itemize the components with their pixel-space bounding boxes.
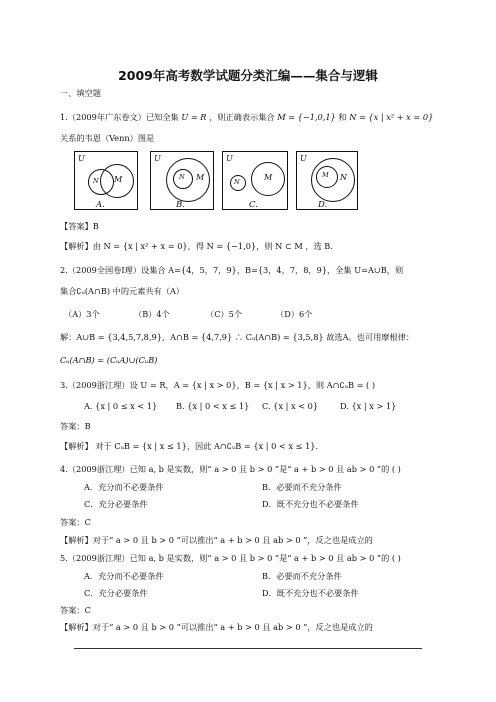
venn-a-label-n: N [93, 177, 99, 185]
q3-stem: 3.（2009浙江理）设 U = R，A = {x | x > 0}，B = {x | x > 1}，则 A∩∁ᵤB = ( ) [60, 380, 376, 390]
venn-b-option-label: B. [176, 200, 185, 210]
q5-choice-a: A．充分而不必要条件 [84, 571, 164, 581]
q5-choice-d: D．既不充分也不必要条件 [262, 588, 359, 598]
section-heading: 一、填空题 [60, 88, 101, 98]
q5-answer: 答案：C [60, 605, 91, 615]
q2-stem-line1: 2.（2009全国卷Ⅰ理）设集合 A={4，5，7，9}，B={3，4，7，8，9}，全集 U=A∪B，则 [60, 265, 404, 275]
q4-analysis: 【解析】对于“ a > 0 且 b > 0 ”可以推出“ a + b > 0 且 ab > 0 ”，反之也是成立的 [60, 535, 373, 545]
q3-choice-d: D. {x | x > 1} [340, 401, 397, 411]
q4-stem: 4.（2009浙江理）已知 a, b 是实数，则“ a > 0 且 b > 0 ”是“ a + b > 0 且 ab > 0 ”的 ( ) [60, 464, 401, 474]
venn-d-universe-label: U [300, 154, 307, 163]
q2-stem-line2: 集合∁ᵤ(A∩B) 中的元素共有（A） [60, 286, 185, 296]
q5-stem: 5.（2009浙江理）已知 a, b 是实数，则“ a > 0 且 b > 0 ”是“ a + b > 0 且 ab > 0 ”的 ( ) [60, 553, 401, 563]
q1-answer: 【答案】B [60, 221, 99, 231]
q2-choice-c: （C）5个 [206, 309, 243, 319]
q1-stem [60, 112, 433, 123]
q1-stem-line2: 关系的韦恩（Venn）图是 [60, 133, 155, 143]
venn-c-label-n: N [234, 178, 240, 186]
venn-d-label-m: M [322, 171, 329, 179]
q3-choice-b: B. {x | 0 < x ≤ 1} [176, 401, 250, 411]
q4-answer: 答案：C [60, 517, 91, 527]
venn-d-option-label: D. [318, 200, 328, 210]
q5-choice-c: C．充分必要条件 [84, 588, 148, 598]
q3-answer: 答案：B [60, 421, 91, 431]
q2-choice-a: （A）3个 [64, 309, 100, 319]
q4-choice-a: A．充分而不必要条件 [84, 482, 164, 492]
venn-diagram-a [74, 151, 138, 210]
q3-analysis: 【解析】 对于 CᵤB = {x | x ≤ 1}，因此 A∩∁ᵤB = {x | 0 < x ≤ 1}． [60, 441, 324, 451]
venn-d-label-n: N [340, 173, 347, 182]
venn-b-label-n: N [179, 173, 185, 181]
q4-choice-c: C．充分必要条件 [84, 499, 148, 509]
q3-choice-a: A. {x | 0 ≤ x < 1} [84, 401, 158, 411]
venn-c-option-label: C. [249, 200, 258, 210]
q3-choice-c: C. {x | x < 0} [262, 401, 319, 411]
page-title: 2009年高考数学试题分类汇编——集合与逻辑 [118, 68, 378, 83]
venn-c-label-m: M [264, 173, 273, 182]
q4-choice-b: B．必要而不充分条件 [262, 482, 342, 492]
q1-universal-set: U = R [181, 112, 207, 122]
q2-solution-line1: 解：A∪B = {3,4,5,7,8,9}，A∩B = {4,7,9} ∴ Cᵤ(A∩B) = {3,5,8} 故选A。也可用摩根律： [60, 332, 415, 342]
q2-solution-line2: Cᵤ(A∩B) = (CᵤA)∪(CᵤB) [60, 355, 158, 365]
q4-choice-d: D．既不充分也不必要条件 [262, 499, 359, 509]
q1-set-m: M = {−1,0,1} [277, 112, 336, 122]
q1-analysis: 【解析】由 N = {x | x² + x = 0}，得 N = {−1,0}，则 N ⊂ M ，选 B. [60, 241, 333, 251]
q1-stem-a: 1.（2009年广东卷文）已知全集 [60, 112, 179, 122]
footer-divider [74, 648, 422, 649]
venn-a-label-m: M [114, 175, 123, 184]
q5-choice-b: B．必要而不充分条件 [262, 571, 342, 581]
q1-stem-c: ，则正确表示集合 [209, 112, 275, 122]
q1-stem-d: 和 [338, 112, 347, 122]
q5-analysis: 【解析】对于“ a > 0 且 b > 0 ”可以推出“ a + b > 0 且 ab > 0 ”，反之也是成立的 [60, 622, 373, 632]
venn-a-option-label: A. [96, 200, 105, 210]
venn-b-universe-label: U [154, 154, 161, 163]
q1-set-n: N = {x | x² + x = 0} [349, 112, 434, 122]
q2-choice-d: （D）6个 [276, 309, 313, 319]
venn-a-universe-label: U [78, 154, 85, 163]
venn-c-universe-label: U [226, 154, 233, 163]
q2-choice-b: （B）4个 [134, 309, 170, 319]
venn-b-label-m: M [196, 173, 205, 182]
